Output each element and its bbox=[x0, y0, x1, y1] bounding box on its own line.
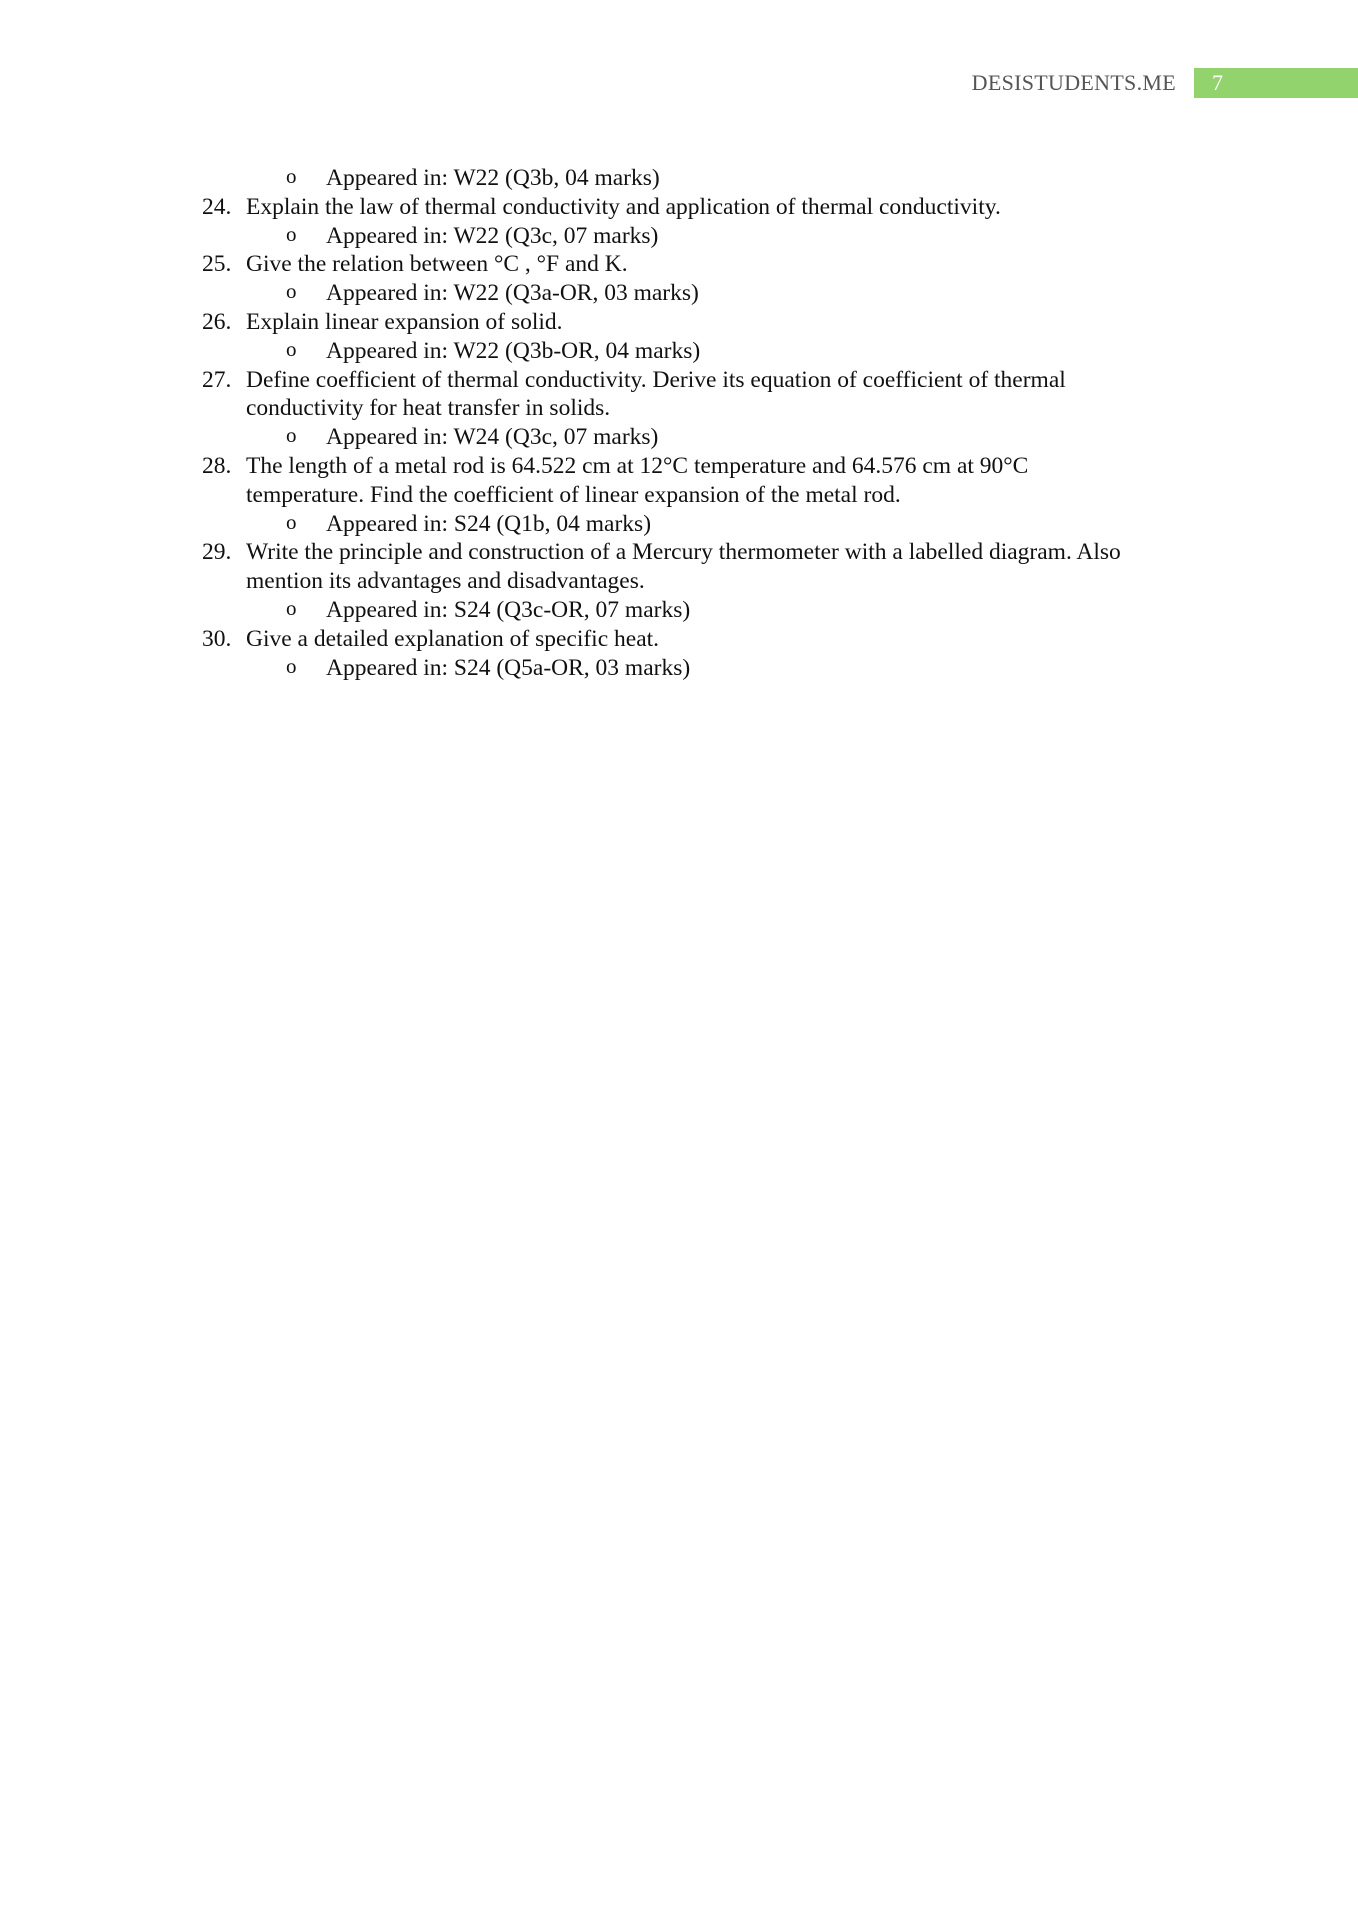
appeared-line bbox=[202, 222, 1202, 251]
question-continuation-line bbox=[202, 481, 1202, 510]
question-text: mention its advantages and disadvantages. bbox=[246, 568, 645, 595]
appeared-line bbox=[202, 510, 1202, 539]
question-number: 30. bbox=[202, 625, 232, 652]
appeared-line bbox=[202, 164, 1202, 193]
question-line bbox=[202, 452, 1202, 481]
site-name: DESISTUDENTS.ME bbox=[971, 70, 1176, 95]
question-line bbox=[202, 308, 1202, 337]
bullet-icon: o bbox=[286, 336, 297, 361]
appeared-line bbox=[202, 654, 1202, 683]
question-line bbox=[202, 193, 1202, 222]
question-text: Explain the law of thermal conductivity and application of thermal conductivity. bbox=[246, 193, 1001, 220]
question-text: Explain linear expansion of solid. bbox=[246, 308, 563, 335]
question-continuation-line bbox=[202, 567, 1202, 596]
question-text: conductivity for heat transfer in solids. bbox=[246, 395, 611, 422]
bullet-icon: o bbox=[286, 509, 297, 534]
appeared-line bbox=[202, 337, 1202, 366]
question-number: 24. bbox=[202, 193, 232, 220]
question-number: 27. bbox=[202, 366, 232, 393]
bullet-icon: o bbox=[286, 164, 297, 188]
question-list bbox=[202, 164, 1202, 682]
appeared-text: Appeared in: W22 (Q3b-OR, 04 marks) bbox=[326, 337, 701, 364]
appeared-line bbox=[202, 596, 1202, 625]
appeared-text: Appeared in: W22 (Q3b, 04 marks) bbox=[326, 165, 660, 191]
question-text: temperature. Find the coefficient of linear expansion of the metal rod. bbox=[246, 481, 901, 508]
page-header bbox=[972, 68, 1358, 98]
appeared-text: Appeared in: W24 (Q3c, 07 marks) bbox=[326, 424, 659, 451]
appeared-text: Appeared in: S24 (Q5a-OR, 03 marks) bbox=[326, 654, 691, 681]
bullet-icon: o bbox=[286, 423, 297, 448]
question-line bbox=[202, 366, 1202, 395]
question-text: The length of a metal rod is 64.522 cm at 12°C temperature and 64.576 cm at 90°C bbox=[246, 452, 1029, 479]
appeared-text: Appeared in: S24 (Q1b, 04 marks) bbox=[326, 510, 652, 537]
question-text: Write the principle and construction of a Mercury thermometer with a labelled diagram. Also bbox=[246, 539, 1121, 566]
bullet-icon: o bbox=[286, 279, 297, 304]
appeared-text: Appeared in: S24 (Q3c-OR, 07 marks) bbox=[326, 596, 691, 623]
bullet-icon: o bbox=[286, 595, 297, 620]
question-number: 28. bbox=[202, 452, 232, 479]
question-text: Give the relation between °C , °F and K. bbox=[246, 251, 628, 278]
appeared-line bbox=[202, 279, 1202, 308]
question-number: 29. bbox=[202, 539, 232, 566]
questions bbox=[202, 193, 1202, 683]
bullet-icon: o bbox=[286, 221, 297, 246]
question-line bbox=[202, 250, 1202, 279]
question-text: Give a detailed explanation of specific heat. bbox=[246, 625, 660, 652]
bullet-icon: o bbox=[286, 653, 297, 678]
question-number: 26. bbox=[202, 308, 232, 335]
question-line bbox=[202, 538, 1202, 567]
page-number: 7 bbox=[1194, 68, 1358, 98]
appeared-line bbox=[202, 423, 1202, 452]
appeared-text: Appeared in: W22 (Q3a-OR, 03 marks) bbox=[326, 280, 699, 307]
appeared-text: Appeared in: W22 (Q3c, 07 marks) bbox=[326, 222, 659, 249]
question-line bbox=[202, 625, 1202, 654]
question-text: Define coefficient of thermal conductivity. Derive its equation of coefficient of thermal bbox=[246, 366, 1066, 393]
question-number: 25. bbox=[202, 251, 232, 278]
question-continuation-line bbox=[202, 394, 1202, 423]
